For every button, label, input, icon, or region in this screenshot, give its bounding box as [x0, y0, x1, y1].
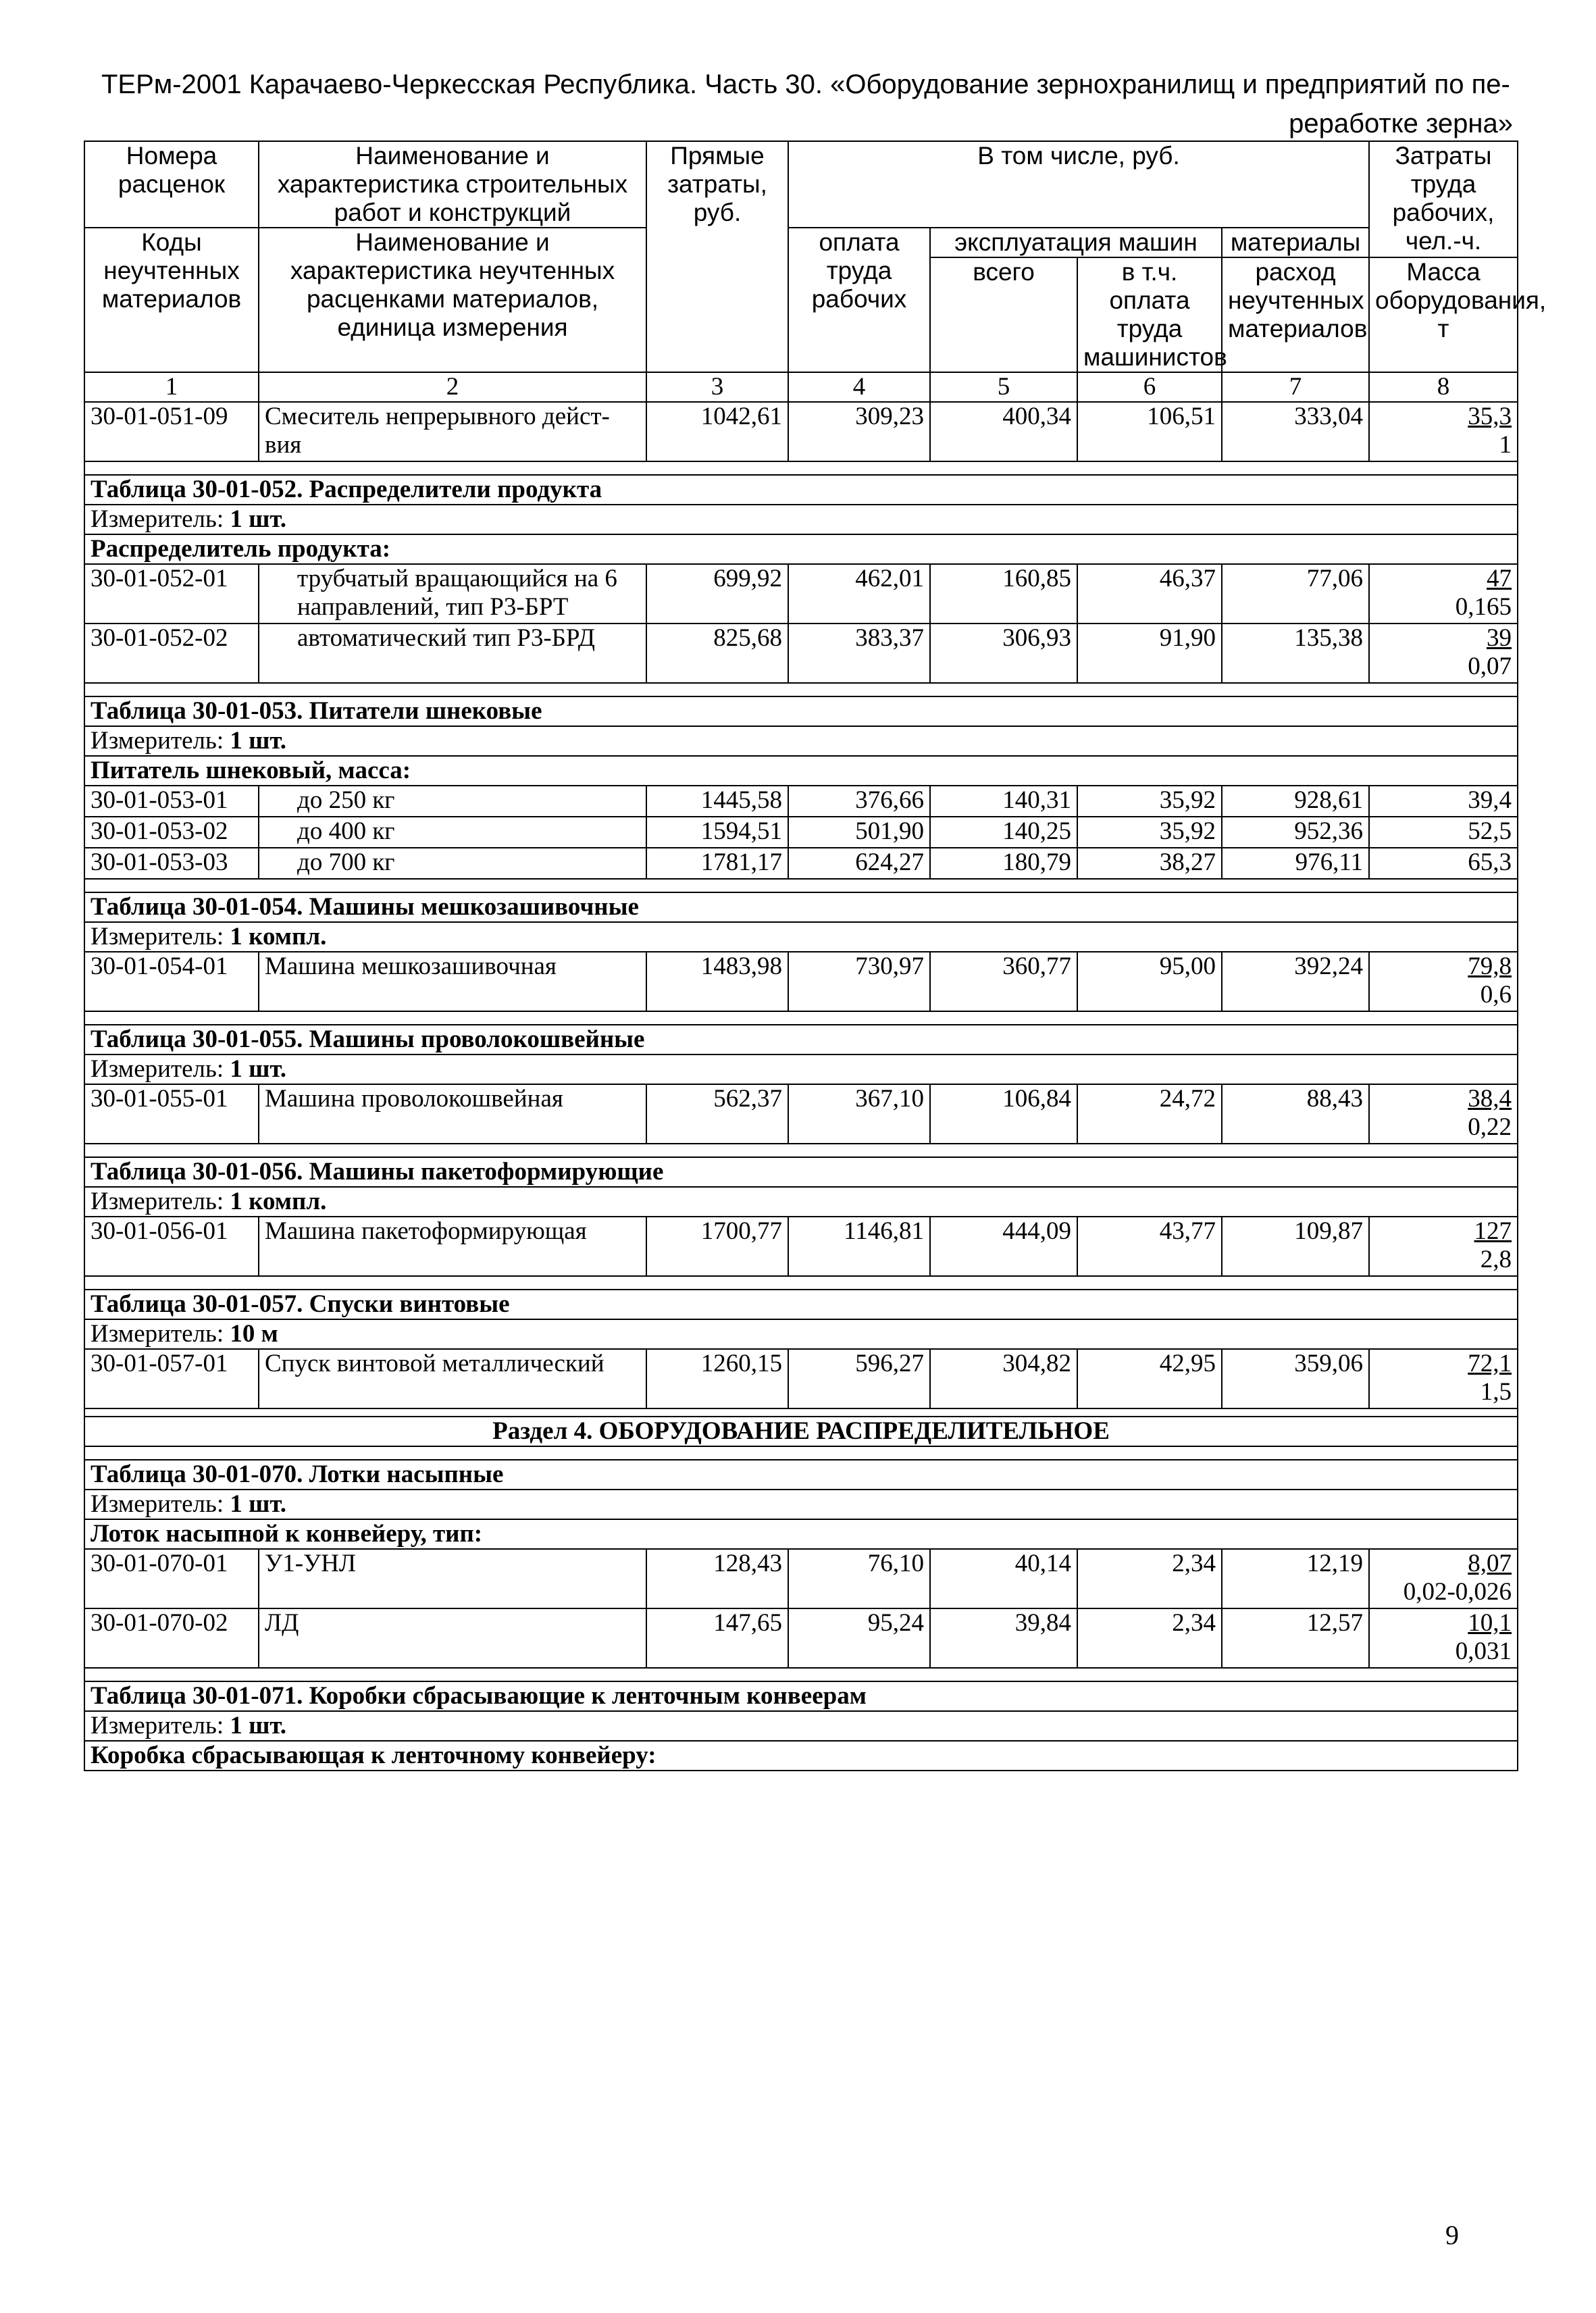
direct-costs: 562,37	[646, 1084, 788, 1144]
direct-costs: 1042,61	[646, 402, 788, 461]
group-title: Питатель шнековый, масса:	[84, 756, 1518, 786]
unit-measure	[84, 1187, 1518, 1217]
equipment-mass: 0,07	[1468, 653, 1512, 680]
table-title: Таблица 30-01-053. Питатели шнековые	[84, 696, 1518, 726]
materials-cost: 109,87	[1222, 1217, 1369, 1276]
direct-costs: 128,43	[646, 1549, 788, 1608]
col-labor-pay-header: оплата труда рабочих	[788, 228, 930, 372]
work-name	[259, 1084, 646, 1144]
spacer-row	[84, 1668, 1518, 1681]
labor-hours: 35,3	[1468, 403, 1512, 430]
equipment-mass: 1	[1499, 431, 1512, 459]
table-title: Таблица 30-01-071. Коробки сбрасывающие к ленточным конвеерам	[84, 1681, 1518, 1711]
equipment-mass: 2,8	[1480, 1246, 1512, 1273]
col-number: 2	[259, 372, 646, 402]
table-title-row	[84, 1681, 1518, 1711]
machines-total: 39,84	[930, 1608, 1077, 1668]
materials-cost: 12,57	[1222, 1608, 1369, 1668]
labor-pay: 501,90	[788, 817, 930, 848]
table-title-row	[84, 696, 1518, 726]
unit-label: Измеритель:	[91, 1320, 224, 1348]
drivers-pay: 46,37	[1077, 564, 1222, 624]
work-name	[259, 817, 646, 848]
table-row	[84, 1608, 1518, 1668]
table-title-row	[84, 475, 1518, 505]
labor-hours-mass	[1369, 952, 1518, 1011]
materials-cost: 392,24	[1222, 952, 1369, 1011]
work-name-line: до 700 кг	[297, 848, 395, 876]
col-equipment-mass-header: Масса оборудования, т	[1369, 257, 1518, 372]
unit-value: 1 компл.	[230, 1188, 327, 1215]
labor-hours-mass	[1369, 1217, 1518, 1276]
column-numbers-row	[84, 372, 1518, 402]
group-row	[84, 756, 1518, 786]
machines-total: 360,77	[930, 952, 1077, 1011]
table-row	[84, 402, 1518, 461]
labor-hours-mass	[1369, 1084, 1518, 1144]
table-title: Таблица 30-01-054. Машины мешкозашивочные	[84, 892, 1518, 922]
work-name-line: вия	[265, 431, 302, 459]
unit-measure	[84, 1490, 1518, 1519]
machines-total: 160,85	[930, 564, 1077, 624]
drivers-pay: 42,95	[1077, 1349, 1222, 1408]
labor-hours: 38,4	[1468, 1085, 1512, 1113]
rate-code: 30-01-070-01	[84, 1549, 259, 1608]
labor-pay: 95,24	[788, 1608, 930, 1668]
spacer-cell	[84, 1144, 1518, 1157]
unit-value: 1 шт.	[230, 1490, 287, 1518]
direct-costs: 1594,51	[646, 817, 788, 848]
spacer-row	[84, 879, 1518, 892]
drivers-pay: 35,92	[1077, 786, 1222, 817]
table-title-row	[84, 1157, 1518, 1187]
direct-costs: 825,68	[646, 624, 788, 683]
spacer-row	[84, 1446, 1518, 1460]
col-number: 7	[1222, 372, 1369, 402]
unit-row	[84, 505, 1518, 534]
rate-code: 30-01-055-01	[84, 1084, 259, 1144]
labor-pay: 624,27	[788, 848, 930, 879]
unit-label: Измеритель:	[91, 505, 224, 533]
drivers-pay: 91,90	[1077, 624, 1222, 683]
labor-hours-mass	[1369, 848, 1518, 879]
work-name-line: трубчатый вращающийся на 6	[297, 565, 617, 592]
rate-code: 30-01-053-03	[84, 848, 259, 879]
drivers-pay: 43,77	[1077, 1217, 1222, 1276]
unit-label: Измеритель:	[91, 1188, 224, 1215]
table-title: Таблица 30-01-070. Лотки насыпные	[84, 1460, 1518, 1490]
work-name	[259, 1349, 646, 1408]
unit-label: Измеритель:	[91, 727, 224, 755]
labor-hours: 52,5	[1468, 817, 1512, 845]
col-number: 1	[84, 372, 259, 402]
col-material-codes-header: Коды неучтенных материалов	[84, 228, 259, 372]
spacer-cell	[84, 879, 1518, 892]
table-title-row	[84, 892, 1518, 922]
machines-total: 306,93	[930, 624, 1077, 683]
equipment-mass: 0,6	[1480, 981, 1512, 1009]
group-title: Распределитель продукта:	[84, 534, 1518, 564]
unit-label: Измеритель:	[91, 1490, 224, 1518]
group-row	[84, 534, 1518, 564]
table-row	[84, 817, 1518, 848]
materials-cost: 333,04	[1222, 402, 1369, 461]
unit-measure	[84, 505, 1518, 534]
table-title: Таблица 30-01-056. Машины пакетоформирующие	[84, 1157, 1518, 1187]
group-row	[84, 1519, 1518, 1549]
col-including-header: В том числе, руб.	[788, 141, 1369, 228]
rate-code: 30-01-052-02	[84, 624, 259, 683]
table-row	[84, 848, 1518, 879]
equipment-mass: 0,165	[1455, 593, 1512, 621]
work-name	[259, 848, 646, 879]
work-name-line: У1-УНЛ	[265, 1550, 357, 1577]
unit-label: Измеритель:	[91, 1055, 224, 1083]
direct-costs: 147,65	[646, 1608, 788, 1668]
drivers-pay: 2,34	[1077, 1608, 1222, 1668]
work-name-line: до 400 кг	[297, 817, 395, 845]
work-name	[259, 624, 646, 683]
work-name-line: ЛД	[265, 1609, 299, 1637]
labor-hours: 72,1	[1468, 1350, 1512, 1377]
rate-code: 30-01-053-01	[84, 786, 259, 817]
machines-total: 444,09	[930, 1217, 1077, 1276]
spacer-cell	[84, 461, 1518, 475]
unit-label: Измеритель:	[91, 1712, 224, 1739]
spacer-cell	[84, 1408, 1518, 1417]
materials-cost: 952,36	[1222, 817, 1369, 848]
labor-hours: 8,07	[1468, 1550, 1512, 1577]
rate-code: 30-01-052-01	[84, 564, 259, 624]
col-material-name-header: Наименование и характеристика неучтенных расценками материалов, единица измерения	[259, 228, 646, 372]
direct-costs: 1445,58	[646, 786, 788, 817]
materials-cost: 77,06	[1222, 564, 1369, 624]
unit-measure	[84, 922, 1518, 952]
spacer-cell	[84, 1276, 1518, 1290]
labor-hours: 10,1	[1468, 1609, 1512, 1637]
work-name	[259, 786, 646, 817]
unit-value: 1 шт.	[230, 1712, 287, 1739]
work-name-line: Машина пакетоформирующая	[265, 1217, 587, 1245]
materials-cost: 12,19	[1222, 1549, 1369, 1608]
materials-cost: 976,11	[1222, 848, 1369, 879]
materials-cost: 135,38	[1222, 624, 1369, 683]
work-name	[259, 1608, 646, 1668]
labor-pay: 1146,81	[788, 1217, 930, 1276]
col-direct-costs-header: Прямые затраты, руб.	[646, 141, 788, 372]
work-name-line: автоматический тип Р3-БРД	[297, 624, 595, 652]
work-name-line: Машина мешкозашивочная	[265, 952, 557, 980]
spacer-row	[84, 683, 1518, 696]
unit-value: 1 компл.	[230, 923, 327, 950]
labor-hours-mass	[1369, 817, 1518, 848]
table-row	[84, 1349, 1518, 1408]
labor-hours: 47	[1487, 565, 1512, 592]
labor-hours-mass	[1369, 624, 1518, 683]
spacer-cell	[84, 1011, 1518, 1025]
work-name	[259, 1217, 646, 1276]
work-name-line: до 250 кг	[297, 786, 395, 814]
labor-pay: 376,66	[788, 786, 930, 817]
rate-code: 30-01-051-09	[84, 402, 259, 461]
col-number: 5	[930, 372, 1077, 402]
equipment-mass: 0,031	[1455, 1637, 1512, 1665]
table-row	[84, 624, 1518, 683]
labor-pay: 596,27	[788, 1349, 930, 1408]
rates-table	[84, 141, 1547, 1771]
work-name	[259, 1549, 646, 1608]
direct-costs: 1260,15	[646, 1349, 788, 1408]
work-name-line: Спуск винтовой металлический	[265, 1350, 604, 1377]
table-row	[84, 1549, 1518, 1608]
rate-code: 30-01-054-01	[84, 952, 259, 1011]
section-row	[84, 1417, 1518, 1446]
table-title: Таблица 30-01-057. Спуски винтовые	[84, 1290, 1518, 1319]
labor-hours: 39	[1487, 624, 1512, 652]
labor-hours-mass	[1369, 1608, 1518, 1668]
table-title: Таблица 30-01-055. Машины проволокошвейные	[84, 1025, 1518, 1054]
page-header	[101, 65, 1513, 143]
table-row	[84, 564, 1518, 624]
materials-cost: 928,61	[1222, 786, 1369, 817]
unit-row	[84, 1490, 1518, 1519]
table-row	[84, 952, 1518, 1011]
col-materials-header: материалы	[1222, 228, 1369, 257]
machines-total: 400,34	[930, 402, 1077, 461]
drivers-pay: 38,27	[1077, 848, 1222, 879]
col-drivers-pay-header: в т.ч. оплата труда машинистов	[1077, 257, 1222, 372]
drivers-pay: 2,34	[1077, 1549, 1222, 1608]
machines-total: 140,25	[930, 817, 1077, 848]
unit-label: Измеритель:	[91, 923, 224, 950]
drivers-pay: 24,72	[1077, 1084, 1222, 1144]
table-title-row	[84, 1025, 1518, 1054]
direct-costs: 699,92	[646, 564, 788, 624]
col-number: 6	[1077, 372, 1222, 402]
labor-hours: 127	[1474, 1217, 1512, 1245]
labor-pay: 309,23	[788, 402, 930, 461]
labor-hours: 39,4	[1468, 786, 1512, 814]
work-name-line: направлений, тип Р3-БРТ	[297, 593, 569, 621]
page-number: 9	[1445, 2220, 1459, 2250]
labor-pay: 730,97	[788, 952, 930, 1011]
unit-row	[84, 1711, 1518, 1741]
col-number: 4	[788, 372, 930, 402]
col-machines-header: эксплуатация машин	[930, 228, 1222, 257]
work-name-line: Смеситель непрерывного дейст-	[265, 403, 610, 430]
work-name	[259, 564, 646, 624]
table-row	[84, 1084, 1518, 1144]
labor-pay: 462,01	[788, 564, 930, 624]
col-rate-number-header: Номера расценок	[84, 141, 259, 228]
col-labor-hours-header: Затраты труда рабочих, чел.-ч.	[1369, 141, 1518, 257]
materials-cost: 359,06	[1222, 1349, 1369, 1408]
work-name	[259, 952, 646, 1011]
drivers-pay: 35,92	[1077, 817, 1222, 848]
equipment-mass: 0,22	[1468, 1113, 1512, 1141]
unit-row	[84, 1187, 1518, 1217]
col-machines-total-header: всего	[930, 257, 1077, 372]
labor-hours: 65,3	[1468, 848, 1512, 876]
equipment-mass: 1,5	[1480, 1378, 1512, 1406]
labor-hours-mass	[1369, 564, 1518, 624]
unit-value: 1 шт.	[230, 1055, 287, 1083]
col-number: 3	[646, 372, 788, 402]
section-title: Раздел 4. ОБОРУДОВАНИЕ РАСПРЕДЕЛИТЕЛЬНОЕ	[84, 1417, 1518, 1446]
labor-hours-mass	[1369, 786, 1518, 817]
unit-measure	[84, 1319, 1518, 1349]
direct-costs: 1483,98	[646, 952, 788, 1011]
table-title-row	[84, 1290, 1518, 1319]
spacer-cell	[84, 1446, 1518, 1460]
rate-code: 30-01-056-01	[84, 1217, 259, 1276]
rate-code: 30-01-057-01	[84, 1349, 259, 1408]
labor-hours: 79,8	[1468, 952, 1512, 980]
unit-value: 1 шт.	[230, 505, 287, 533]
header-line-1: ТЕРм-2001 Карачаево-Черкесская Республика. Часть 30. «Оборудование зернохранилищ и предприятий по пе-	[101, 70, 1510, 99]
unit-measure	[84, 1054, 1518, 1084]
work-name	[259, 402, 646, 461]
header-line-2: реработке зерна»	[1289, 109, 1513, 138]
rate-code: 30-01-070-02	[84, 1608, 259, 1668]
labor-hours-mass	[1369, 1549, 1518, 1608]
unit-row	[84, 726, 1518, 756]
machines-total: 180,79	[930, 848, 1077, 879]
table-row	[84, 786, 1518, 817]
work-name-line: Машина проволокошвейная	[265, 1085, 563, 1113]
labor-hours-mass	[1369, 1349, 1518, 1408]
spacer-row	[84, 1408, 1518, 1417]
col-work-name-header: Наименование и характеристика строительных работ и конструкций	[259, 141, 646, 228]
col-unaccounted-materials-header: расход неучтенных материалов	[1222, 257, 1369, 372]
unit-value: 1 шт.	[230, 727, 287, 755]
unit-measure	[84, 726, 1518, 756]
drivers-pay: 106,51	[1077, 402, 1222, 461]
spacer-row	[84, 1144, 1518, 1157]
group-title: Лоток насыпной к конвейеру, тип:	[84, 1519, 1518, 1549]
drivers-pay: 95,00	[1077, 952, 1222, 1011]
labor-pay: 76,10	[788, 1549, 930, 1608]
unit-row	[84, 922, 1518, 952]
header-row-1	[84, 141, 1518, 228]
table-row	[84, 1217, 1518, 1276]
header-row-2	[84, 228, 1518, 257]
group-title: Коробка сбрасывающая к ленточному конвейеру:	[84, 1741, 1518, 1771]
spacer-row	[84, 1011, 1518, 1025]
group-row	[84, 1741, 1518, 1771]
labor-pay: 383,37	[788, 624, 930, 683]
direct-costs: 1700,77	[646, 1217, 788, 1276]
machines-total: 40,14	[930, 1549, 1077, 1608]
unit-row	[84, 1319, 1518, 1349]
spacer-row	[84, 1276, 1518, 1290]
unit-value: 10 м	[230, 1320, 278, 1348]
direct-costs: 1781,17	[646, 848, 788, 879]
materials-cost: 88,43	[1222, 1084, 1369, 1144]
labor-pay: 367,10	[788, 1084, 930, 1144]
labor-hours-mass	[1369, 402, 1518, 461]
unit-measure	[84, 1711, 1518, 1741]
spacer-cell	[84, 683, 1518, 696]
table-title: Таблица 30-01-052. Распределители продукта	[84, 475, 1518, 505]
unit-row	[84, 1054, 1518, 1084]
machines-total: 106,84	[930, 1084, 1077, 1144]
machines-total: 304,82	[930, 1349, 1077, 1408]
spacer-cell	[84, 1668, 1518, 1681]
rate-code: 30-01-053-02	[84, 817, 259, 848]
machines-total: 140,31	[930, 786, 1077, 817]
spacer-row	[84, 461, 1518, 475]
equipment-mass: 0,02-0,026	[1403, 1578, 1512, 1606]
rates-document	[84, 141, 1547, 2313]
table-title-row	[84, 1460, 1518, 1490]
col-number: 8	[1369, 372, 1518, 402]
